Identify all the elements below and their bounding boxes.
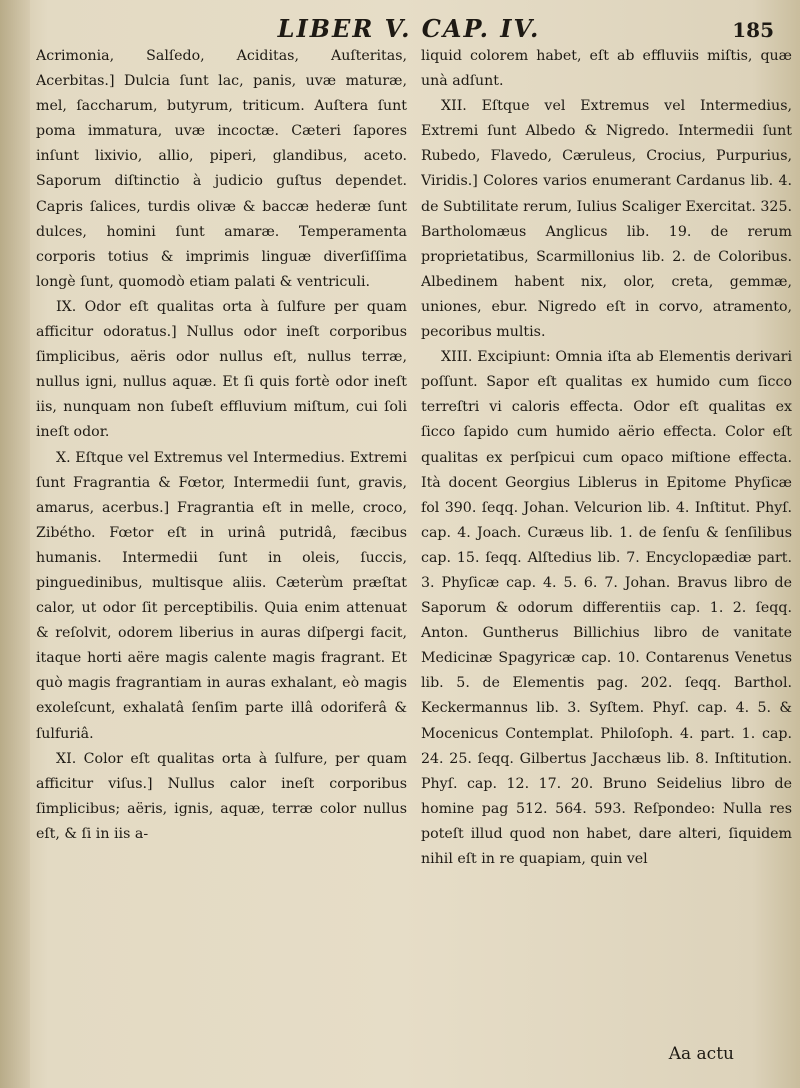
text-columns (36, 44, 792, 1080)
paragraph-ix-odor: IX. Odor eſt qualitas orta à ſulfure per quam afficitur odoratus.] Nullus odor ineſt corporibus ſimplicibus, aëris odor nullus eſt, nullus terræ, nullus igni, nullus aquæ. Et ſi quis fortè odor ineſt iis, nunquam non ſubeſt effluvium miſtum, cui ſoli ineſt odor. (36, 298, 407, 441)
running-head (36, 14, 782, 48)
running-title: LIBER V. CAP. IV. (277, 14, 541, 43)
page-edge-shadow (0, 0, 30, 1088)
paragraph-xii-colores: XII. Eſtque vel Extremus vel Intermedius, Extremi ſunt Albedo & Nigredo. Intermedii ſunt Rubedo, Flavedo, Cæruleus, Crocius, Purpurius, Viridis.] Colores varios enumerant Cardanus lib. 4. de Subtilitate rerum, Iulius Scaliger Exercitat. 325. Bartholomæus Anglicus lib. 19. de rerum proprietatibus, Scarmillonius lib. 2. de Coloribus. Albedinem habent nix, olor, creta, gemmæ, uniones, ebur. Nigredo eſt in corvo, atramento, pecoribus multis. (421, 98, 792, 341)
paragraph-xiii-excipiunt: XIII. Excipiunt: Omnia iſta ab Elementis derivari poſſunt. Sapor eſt qualitas ex humido cum ſicco terreſtri vi caloris effecta. Odor eſt qualitas ex ſicco ſapido cum humido aërio effecta. Color eſt qualitas ex perſpicui cum opaco miſtione effecta. Ità docent Georgius Liblerus in Epitome Phyſicæ fol 390. ſeqq. Johan. Velcurion lib. 4. Inſtitut. Phyſ. cap. 4. Joach. Curæus lib. 1. de ſenſu & ſenſilibus cap. 15. ſeqq. Alſtedius lib. 7. Encyclopædiæ part. 3. Phyſicæ cap. 4. 5. 6. 7. Johan. Bravus libro de Saporum & odorum differentiis cap. 1. 2. ſeqq. Anton. Guntherus Billichius libro de vanitate Medicinæ Spagyricæ cap. 10. Contarenus Venetus lib. 5. de Elementis pag. 202. ſeqq. Barthol. Keckermannus lib. 3. Syſtem. Phyſ. cap. 4. 5. & Mocenicus Contemplat. Philoſoph. 4. part. 1. cap. 24. 25. ſeqq. Gilbertus Jacchæus lib. 8. Inſtitution. Phyſ. cap. 12. 17. 20. Bruno Seidelius libro de homine pag 512. 564. 593. Reſpondeo: Nulla res poteſt illud quod non habet, dare alteri, ſiquidem nihil eſt in re quapiam, quin vel (421, 349, 792, 867)
left-column (36, 44, 407, 1080)
right-column (421, 44, 792, 1080)
paragraph-xi-color: XI. Color eſt qualitas orta à ſulfure, per quam afficitur viſus.] Nullus calor ineſt corporibus ſimplicibus; aëris, ignis, aquæ, terræ color nullus eſt, & ſi in iis a- (36, 750, 407, 842)
page-number: 185 (732, 18, 774, 42)
paragraph-sapor-list: Acrimonia, Salſedo, Aciditas, Auſteritas, Acerbitas.] Dulcia ſunt lac, panis, uvæ maturæ, mel, ſaccharum, butyrum, triticum. Auſtera ſunt poma immatura, uvæ incoctæ. Cæteri ſapores inſunt lixivio, allio, piperi, glandibus, aceto. Saporum diſtinctio à judicio guſtus dependet. Capris ſalices, turdis olivæ & baccæ hederæ ſunt dulces, homini ſunt amaræ. Temperamenta corporis totius & imprimis linguæ diverſiſſima longè ſunt, quomodò etiam palati & ventriculi. (36, 48, 407, 290)
catchword: Aa actu (668, 1044, 734, 1064)
catchword-line (36, 1038, 782, 1064)
paragraph-continuation: liquid colorem habet, eſt ab effluviis miſtis, quæ unà adſunt. (421, 48, 792, 90)
paragraph-x-extremus: X. Eſtque vel Extremus vel Intermedius. Extremi ſunt Fragrantia & Fœtor, Intermedii ſunt, gravis, amarus, acerbus.] Fragrantia eſt in melle, croco, Zibétho. Fœtor eſt in urinâ putridâ, fæcibus humanis. Intermedii ſunt in oleis, ſuccis, pinguedinibus, multisque aliis. Cæterùm præſtat calor, ut odor ſit perceptibilis. Quia enim attenuat & reſolvit, odorem liberius in auras diſpergi facit, itaque horti aëre magis calente magis fragrant. Et quò magis fragrantiam in auras exhalant, eò magis exoleſcunt, exhalatâ ſenſim parte illâ odoriferâ & ſulfuriâ. (36, 449, 407, 742)
